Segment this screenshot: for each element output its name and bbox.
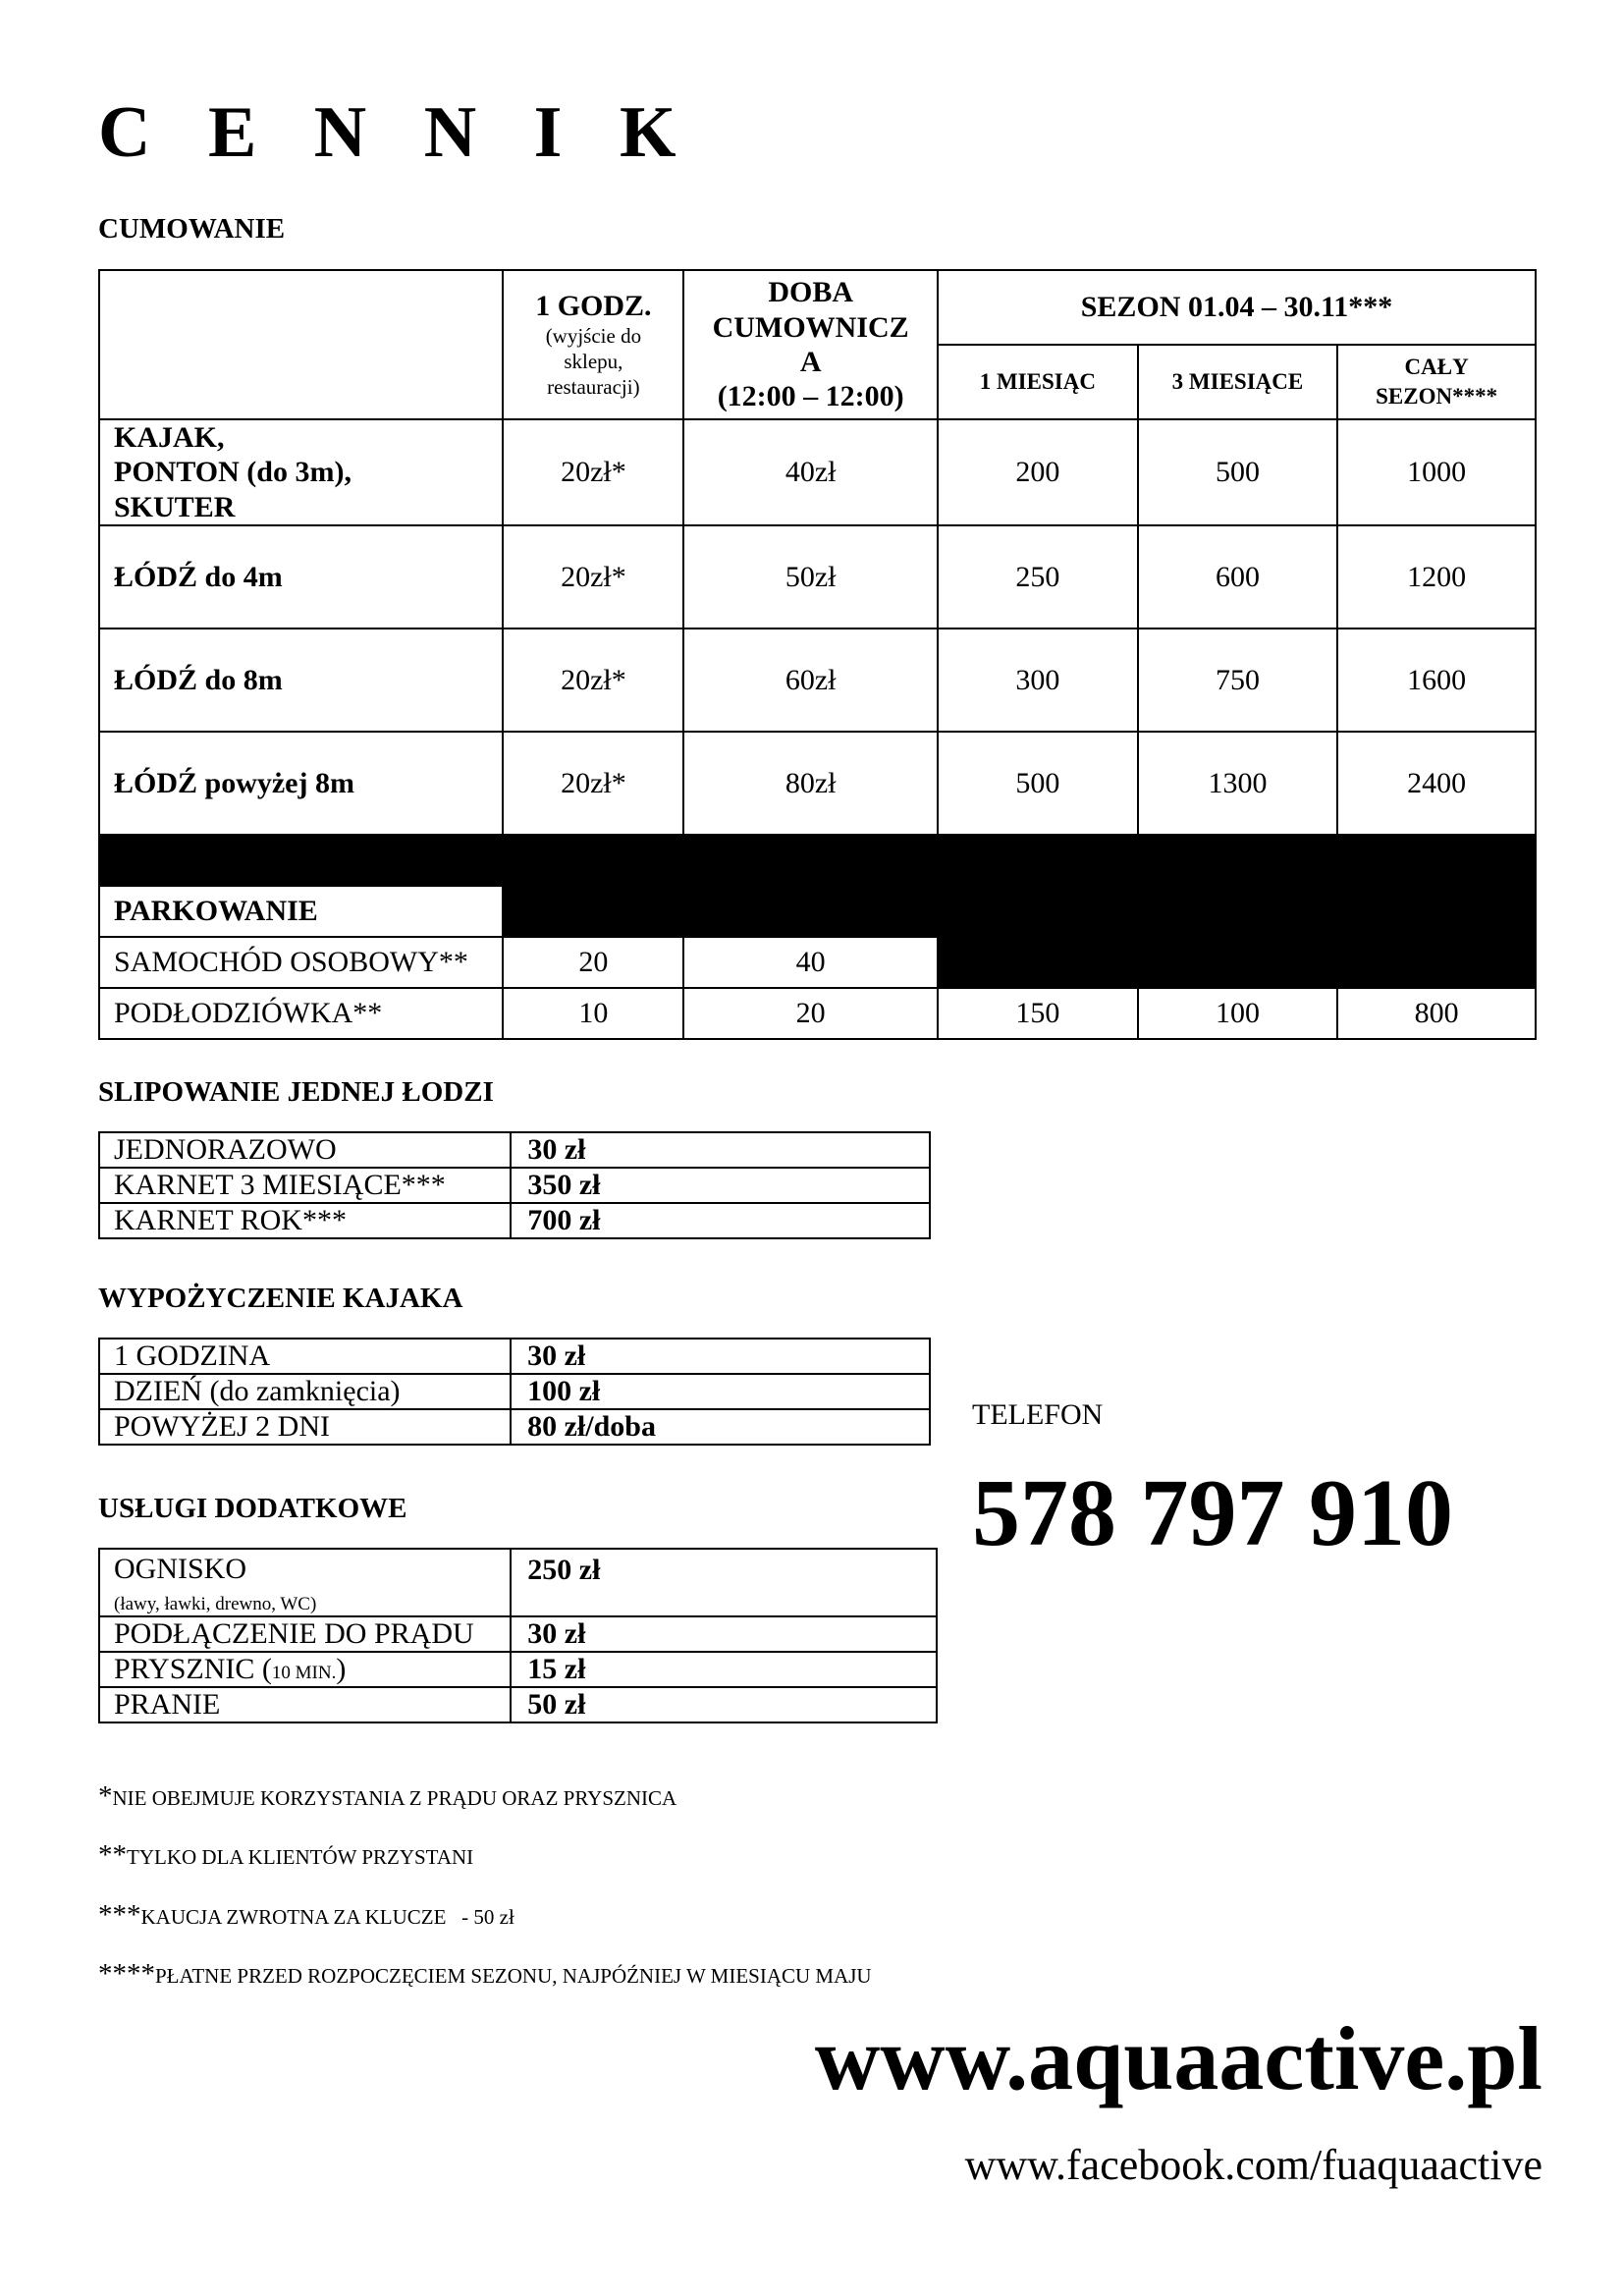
row-label-line3: SKUTER: [114, 490, 236, 523]
parkowanie-heading-row: [99, 886, 1536, 937]
row-label-line1: KAJAK,: [114, 421, 225, 454]
footnote-text: KAUCJA ZWROTNA ZA KLUCZE - 50 zł: [140, 1905, 514, 1929]
footnote-mark: ****: [98, 1958, 155, 1990]
cumowanie-table: [98, 269, 1537, 1040]
row-value: 80 zł/doba: [511, 1409, 930, 1445]
cell-3-miesiace: 750: [1138, 629, 1338, 732]
col-doba-line3: A: [799, 346, 822, 378]
row-value: 30 zł: [511, 1339, 930, 1374]
cell-1godz: 20zł*: [503, 732, 683, 835]
cell-caly-sezon: 2400: [1337, 732, 1536, 835]
table-row: [99, 1409, 930, 1445]
col-doba-line1: DOBA: [768, 276, 854, 309]
row-label: 1 GODZINA: [99, 1339, 511, 1374]
row-label-line2: PONTON (do 3m),: [114, 456, 352, 489]
footnote-text: NIE OBEJMUJE KORZYSTANIA Z PRĄDU ORAZ PRYSZNICA: [112, 1786, 677, 1810]
row-value: 700 zł: [511, 1203, 930, 1238]
row-label: KARNET 3 MIESIĄCE***: [99, 1168, 511, 1203]
row-value: 15 zł: [511, 1652, 937, 1687]
cumowanie-heading: CUMOWANIE: [98, 213, 286, 245]
cell-doba: 40zł: [683, 419, 938, 525]
cell-1-miesiac: 250: [938, 525, 1138, 629]
col-doba-line2: CUMOWNICZ: [712, 310, 909, 344]
cell-1-miesiac: 150: [938, 988, 1138, 1039]
col-1godz-header: [503, 270, 683, 419]
row-label: [99, 1652, 511, 1687]
cell-3-miesiace: 100: [1138, 988, 1338, 1039]
cell-1-miesiac: 200: [938, 419, 1138, 525]
table-row: [99, 937, 1536, 988]
telefon-label: TELEFON: [972, 1398, 1104, 1431]
cell-caly-sezon: 1000: [1337, 419, 1536, 525]
footnote-text: TYLKO DLA KLIENTÓW PRZYSTANI: [127, 1845, 474, 1869]
slipowanie-heading: SLIPOWANIE JEDNEJ ŁODZI: [98, 1076, 494, 1108]
website-link[interactable]: www.aquaactive.pl: [814, 2008, 1542, 2108]
table-row: [99, 1374, 930, 1409]
col-1godz-title: 1 GODZ.: [535, 289, 652, 322]
season-header: SEZON 01.04 – 30.11***: [938, 270, 1536, 345]
cell-1godz: 20: [503, 937, 683, 988]
row-value: 350 zł: [511, 1168, 930, 1203]
black-fill: [503, 886, 1536, 937]
row-label: [99, 419, 503, 525]
cell-3-miesiace: 500: [1138, 419, 1338, 525]
facebook-link[interactable]: www.facebook.com/fuaquaactive: [964, 2141, 1542, 2189]
col-doba-header: [683, 270, 938, 419]
table-row: [99, 1549, 937, 1616]
row-label: DZIEŃ (do zamknięcia): [99, 1374, 511, 1409]
row-value: 50 zł: [511, 1687, 937, 1722]
black-separator-row: [99, 835, 1536, 886]
table-row: [99, 1616, 937, 1652]
table-row: [99, 525, 1536, 629]
ognisko-label: OGNISKO: [114, 1553, 246, 1585]
row-label: [99, 1549, 511, 1616]
kajak-heading: WYPOŻYCZENIE KAJAKA: [98, 1283, 463, 1314]
col-1godz-note: (wyjście do sklepu, restauracji): [545, 323, 642, 400]
footnote: [98, 1782, 676, 1811]
cell-caly-sezon: 1200: [1337, 525, 1536, 629]
row-label: PODŁODZIÓWKA**: [99, 988, 503, 1039]
table-row: [99, 732, 1536, 835]
row-label: ŁÓDŹ powyżej 8m: [99, 732, 503, 835]
prysznic-label: PRYSZNIC (: [114, 1653, 272, 1685]
row-value: 30 zł: [511, 1132, 930, 1168]
cell-1-miesiac: 500: [938, 732, 1138, 835]
row-label: SAMOCHÓD OSOBOWY**: [99, 937, 503, 988]
table-row: [99, 1132, 930, 1168]
table-row: [99, 988, 1536, 1039]
table-row: [99, 1203, 930, 1238]
table-row: [99, 629, 1536, 732]
row-value: 100 zł: [511, 1374, 930, 1409]
ognisko-note: (ławy, ławki, drewno, WC): [114, 1593, 317, 1614]
table-row: [99, 1652, 937, 1687]
sub-caly-sezon-line2: SEZON****: [1376, 384, 1498, 409]
prysznic-duration: 10 MIN.: [271, 1663, 337, 1683]
sub-1-miesiac: 1 MIESIĄC: [938, 345, 1138, 419]
cell-3-miesiace: 1300: [1138, 732, 1338, 835]
row-label: ŁÓDŹ do 8m: [99, 629, 503, 732]
col-doba-line4: (12:00 – 12:00): [717, 380, 904, 413]
table-row: [99, 1168, 930, 1203]
row-value: 250 zł: [511, 1549, 937, 1616]
footnote-mark: ***: [98, 1899, 141, 1931]
sub-caly-sezon-line1: CAŁY: [1404, 355, 1469, 380]
footnote: [98, 1841, 473, 1870]
slipowanie-table: [98, 1131, 931, 1239]
cell-doba: 80zł: [683, 732, 938, 835]
corner-cell: [99, 270, 503, 419]
cell-1-miesiac: 300: [938, 629, 1138, 732]
black-bar: [99, 835, 1536, 886]
row-label: ŁÓDŹ do 4m: [99, 525, 503, 629]
prysznic-close: ): [336, 1653, 347, 1685]
cell-1godz: 20zł*: [503, 629, 683, 732]
row-label: JEDNORAZOWO: [99, 1132, 511, 1168]
cell-doba: 50zł: [683, 525, 938, 629]
row-value: 30 zł: [511, 1616, 937, 1652]
cell-doba: 40: [683, 937, 938, 988]
sub-3-miesiace: 3 MIESIĄCE: [1138, 345, 1338, 419]
parkowanie-heading: PARKOWANIE: [99, 886, 503, 937]
kajak-table: [98, 1338, 931, 1446]
cell-doba: 20: [683, 988, 938, 1039]
page-title: C E N N I K: [98, 92, 696, 173]
uslugi-table: [98, 1548, 938, 1723]
footnote-mark: **: [98, 1839, 127, 1871]
row-label: POWYŻEJ 2 DNI: [99, 1409, 511, 1445]
sub-caly-sezon: [1337, 345, 1536, 419]
footnote-text: PŁATNE PRZED ROZPOCZĘCIEM SEZONU, NAJPÓŹNIEJ W MIESIĄCU MAJU: [155, 1964, 872, 1988]
uslugi-heading: USŁUGI DODATKOWE: [98, 1493, 407, 1524]
cell-doba: 60zł: [683, 629, 938, 732]
footnote: [98, 1901, 514, 1930]
cell-1godz: 20zł*: [503, 419, 683, 525]
footnote: [98, 1960, 872, 1989]
cell-1godz: 10: [503, 988, 683, 1039]
row-label: PRANIE: [99, 1687, 511, 1722]
table-row: [99, 419, 1536, 525]
table-row: [99, 1339, 930, 1374]
footnote-mark: *: [98, 1780, 113, 1812]
row-label: PODŁĄCZENIE DO PRĄDU: [99, 1616, 511, 1652]
cell-3-miesiace: 600: [1138, 525, 1338, 629]
black-fill: [938, 937, 1536, 988]
cell-caly-sezon: 800: [1337, 988, 1536, 1039]
telefon-number: 578 797 910: [972, 1460, 1453, 1566]
cell-1godz: 20zł*: [503, 525, 683, 629]
row-label: KARNET ROK***: [99, 1203, 511, 1238]
table-row: [99, 1687, 937, 1722]
cell-caly-sezon: 1600: [1337, 629, 1536, 732]
